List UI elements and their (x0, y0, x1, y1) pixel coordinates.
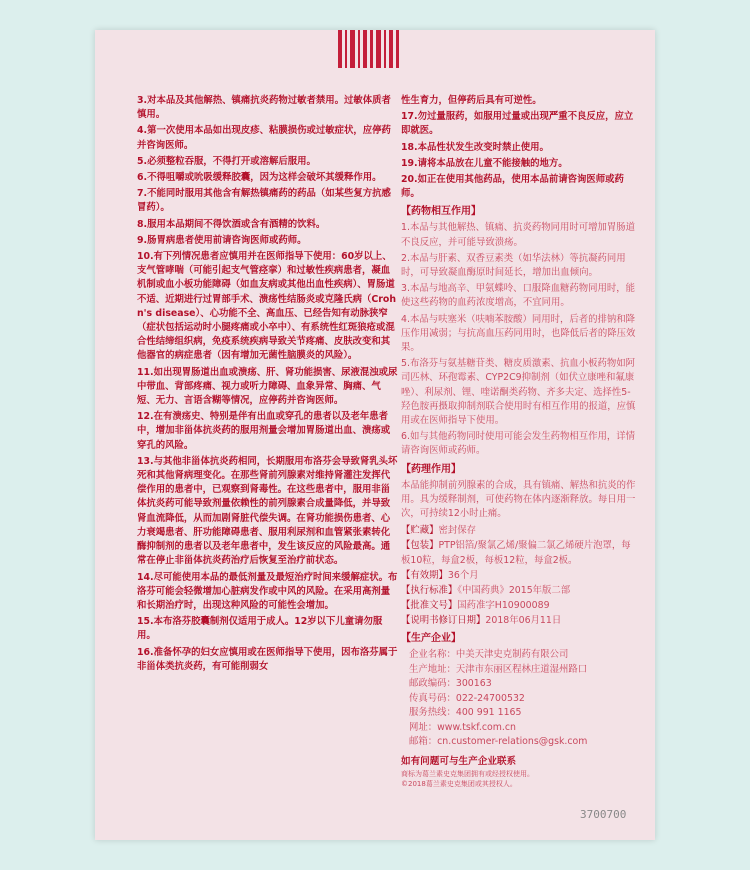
service-hotline: 服务热线：400 991 1165 (409, 707, 522, 719)
color-bar-marks (338, 30, 402, 68)
precaution-item: 18.本品性状发生改变时禁止使用。 (401, 141, 549, 153)
print-code: 3700700 (580, 808, 627, 821)
precaution-item: 4.第一次使用本品如出现皮疹、粘膜损伤或过敏症状，应停药并咨询医师。 (137, 125, 391, 151)
contact-note: 如有问题可与生产企业联系 (401, 755, 517, 767)
precaution-item: 5.必须整粒吞服，不得打开或溶解后服用。 (137, 155, 316, 167)
precaution-item: 11.如出现胃肠道出血或溃疡、肝、肾功能损害、尿液混浊或尿中带血、背部疼痛、视力或听力障碍、血象异常、胸痛、气短、无力、言语含糊等情况，应停药并咨询医师。 (137, 366, 398, 407)
fax-number: 传真号码：022-24700532 (409, 692, 525, 704)
interaction-item: 1.本品与其他解热、镇痛、抗炎药物同用时可增加胃肠道不良反应，并可能导致溃疡。 (401, 222, 635, 248)
email: 邮箱：cn.customer-relations@gsk.com (409, 736, 588, 748)
validity-field: 【有效期】36个月 (401, 570, 479, 582)
precaution-item: 9.肠胃病患者使用前请咨询医师或药师。 (137, 234, 307, 246)
revision-date-field: 【说明书修订日期】2018年06月11日 (401, 615, 562, 627)
right-column (401, 94, 639, 789)
postal-code: 邮政编码：300163 (409, 678, 492, 690)
precaution-continued: 性生育力，但停药后具有可逆性。 (401, 95, 542, 106)
precaution-item: 3.对本品及其他解热、镇痛抗炎药物过敏者禁用。过敏体质者慎用。 (137, 95, 391, 121)
pharmacology-heading: 【药理作用】 (401, 463, 461, 475)
precaution-item: 16.准备怀孕的妇女应慎用或在医师指导下使用，因布洛芬属于非甾体类抗炎药，有可能削弱女 (137, 646, 398, 672)
precaution-item: 7.不能同时服用其他含有解热镇痛药的药品（如某些复方抗感冒药）。 (137, 188, 391, 214)
approval-number-field: 【批准文号】国药准字H10900089 (401, 600, 550, 612)
precaution-item: 12.在有溃疡史、特别是伴有出血或穿孔的患者以及老年患者中，增加非甾体抗炎药的服用剂量会增加胃肠道出血、溃疡或穿孔的风险。 (137, 411, 391, 451)
interaction-item: 6.如与其他药物同时使用可能会发生药物相互作用，详情请咨询医师或药师。 (401, 431, 635, 457)
left-column (137, 94, 399, 676)
precaution-item: 8.服用本品期间不得饮酒或含有酒精的饮料。 (137, 218, 326, 230)
website: 网址：www.tskf.com.cn (409, 721, 516, 733)
precaution-item: 14.尽可能使用本品的最低剂量及最短治疗时间来缓解症状。布洛芬可能会轻微增加心脏病发作或中风的风险。在采用高剂量和长期治疗时，出现这种风险的可能性会增加。 (137, 571, 398, 611)
precaution-item: 19.请将本品放在儿童不能接触的地方。 (401, 157, 568, 169)
pharmacology-text: 本品能抑制前列腺素的合成，具有镇痛、解热和抗炎的作用。具为缓释制剂，可使药物在体内逐渐释放。每日用一次，可持续12小时止痛。 (401, 479, 636, 520)
interaction-item: 5.布洛芬与氨基糖苷类、糖皮质激素、抗血小板药物如阿司匹林、环孢霉素、CYP2C9抑制剂（如伏立康唑和氟康唑）、利尿剂、锂、喹诺酮类药物、齐多夫定、选择性5-羟色胺再摄取抑制剂联合使用时有相互作用的报道，应慎用或在医师指导下使用。 (401, 358, 636, 427)
precaution-item: 13.与其他非甾体抗炎药相同，长期服用布洛芬会导致肾乳头坏死和其他肾病理变化。在那些肾前列腺素对维持肾灌注发挥代偿作用的患者中，已观察到肾毒性。在这些患者中，服用非甾体抗炎药可能导致剂量依赖性的前列腺素合成量降低，并导致肾血流降低，从而加剧肾脏代偿失调。在肾功能损伤患者、心力衰竭患者、肝功能障碍患者、服用利尿剂和血管紧张素转化酶抑制剂的患者以及老年患者中，发生该反应的风险最高。通常在停止非甾体抗炎药治疗后恢复至治疗前状态。 (137, 455, 398, 567)
precaution-item: 17.勿过量服药，如服用过量或出现严重不良反应，应立即就医。 (401, 111, 634, 137)
interaction-item: 2.本品与肝素、双香豆素类（如华法林）等抗凝药同用时，可导致凝血酶原时间延长，增加出血倾向。 (401, 252, 626, 279)
storage-field: 【贮藏】密封保存 (401, 525, 477, 537)
interaction-item: 3.本品与地高辛、甲氨蝶呤、口服降血糖药物同用时，能使这些药物的血药浓度增高，不宜同用。 (401, 283, 635, 309)
standard-field: 【执行标准】《中国药典》2015年版二部 (401, 585, 571, 597)
interaction-item: 4.本品与呋塞米（呋喃苯胺酸）同用时，后者的排钠和降压作用减弱；与抗高血压药同用时，也降低后者的降压效果。 (401, 313, 636, 354)
manufacturer-heading: 【生产企业】 (401, 633, 461, 645)
precaution-item: 20.如正在使用其他药品，使用本品前请咨询医师或药师。 (401, 174, 624, 200)
interactions-heading: 【药物相互作用】 (401, 206, 481, 218)
precaution-item: 10.有下列情况患者应慎用并在医师指导下使用：60岁以上、支气管哮喘（可能引起支气管痉挛）和过敏性疾病患者，凝血机制或血小板功能障碍（如血友病或其他出血性疾病）、胃肠道不适、近期进行过胃部手术、溃疡性结肠炎或克隆氏病（Crohn's disease）、心功能不全、高血压、已经告知有动脉狭窄（症状包括运动时小腿疼痛或小卒中）、有系统性红斑狼疮或混合性结缔组织病，免疫系统疾病导致关节疼痛、皮肤改变和其他器官的病症患者（因有增加无菌性脑膜炎的风险）。 (137, 251, 396, 362)
trademark-note: 商标为葛兰素史克集团拥有或经授权使用。 (401, 769, 534, 778)
precaution-item: 6.不得咀嚼或吮吸缓释胶囊，因为这样会破坏其缓释作用。 (137, 172, 382, 184)
manufacturer-address: 生产地址：天津市东丽区程林庄道湿州路口 (409, 663, 588, 675)
precaution-item: 15.本布洛芬胶囊制剂仅适用于成人。12岁以下儿童请勿服用。 (137, 616, 383, 642)
package-field: 【包装】PTP铝箔/聚氯乙烯/聚偏二氯乙烯硬片泡罩，每板10粒，每盒2板，每板12粒，每盒2板。 (401, 540, 631, 567)
manufacturer-name: 企业名称：中美天津史克制药有限公司 (409, 649, 569, 661)
copyright-note: ©2018葛兰素史克集团或其授权人。 (401, 779, 517, 788)
leaflet-sheet (95, 30, 655, 840)
